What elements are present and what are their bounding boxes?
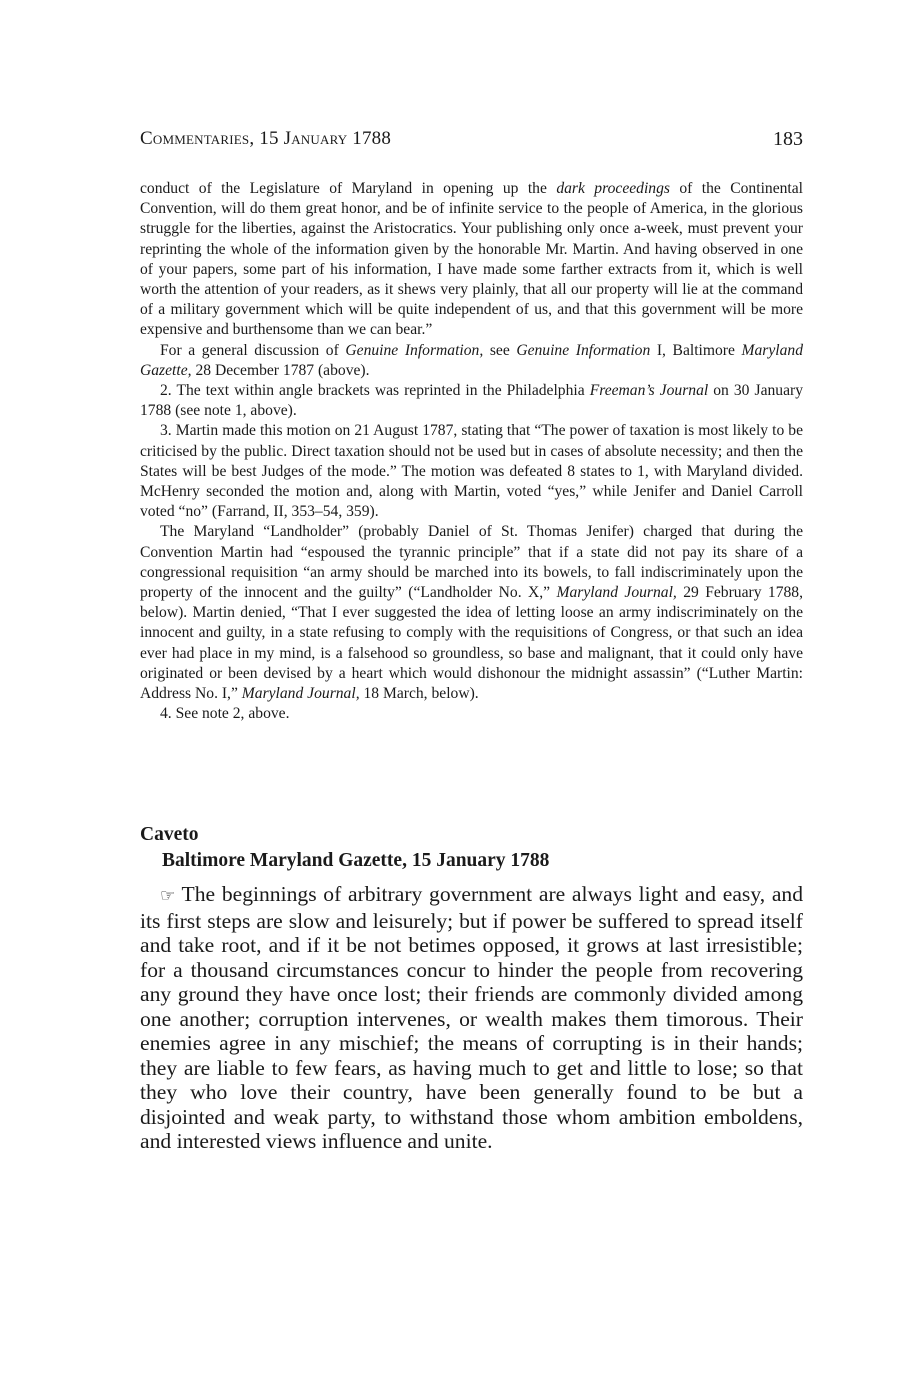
running-head: Commentaries, 15 January 1788 bbox=[140, 128, 392, 149]
note-1-continuation: For a general discussion of Genuine Information, see Genuine Information I, Baltimore Maryland Gazette, 28 December 1787 (above). bbox=[140, 341, 803, 379]
note-continuation: conduct of the Legislature of Maryland in opening up the dark proceedings of the Continental Convention, will do them great honor, and be of infinite service to the people of America, in the glorious struggle for the liberties, against the Aristocratics. Your publishing only once a-week, must prevent your reprinting the whole of the information given by the honorable Mr. Martin. And having observed in one of your papers, some part of his information, I have made some farther extracts from it, which is well worth the attention of your readers, as it shews very plainly, that all our property will lie at the command of a military government which will be quite independent of us, and that this government will be more expensive and burthensome than we can bear.” bbox=[140, 180, 803, 339]
note-3: 3. Martin made this motion on 21 August 1787, stating that “The power of taxation is most likely to be criticised by the public. Direct taxation should not be used but in cases of absolute necessity; and then the States will be best Judges of the mode.” The motion was defeated 8 states to 1, with Maryland divided. McHenry seconded the motion and, along with Martin, voted “yes,” while Jenifer and Daniel Carroll voted “no” (Farrand, II, 353–54, 359). bbox=[140, 422, 803, 521]
article-source: Baltimore Maryland Gazette, 15 January 1788 bbox=[162, 850, 550, 871]
note-3-continuation: The Maryland “Landholder” (probably Daniel of St. Thomas Jenifer) charged that during the Convention Martin had “espoused the tyrannic principle” that if a state did not pay its share of a congressional requisition “an army should be marched into its bowels, to fall indiscriminately upon the property of the innocent and the guilty” (“Landholder No. X,” Maryland Journal, 29 February 1788, below). Martin denied, “That I ever suggested the idea of letting loose an army indiscriminately on the innocent and guilty, in a state refusing to comply with the requisitions of Congress, or that such an idea ever had place in my mind, is a falsehood so groundless, so base and malignant, that it could only have originated or been devised by a heart which would dishonour the midnight assassin” (“Luther Martin: Address No. I,” Maryland Journal, 18 March, below). bbox=[140, 523, 803, 703]
note-2: 2. The text within angle brackets was reprinted in the Philadelphia Freeman’s Journal on 30 January 1788 (see note 1, above). bbox=[140, 382, 803, 420]
note-4: 4. See note 2, above. bbox=[160, 705, 290, 723]
article-paragraph: ☞ The beginnings of arbitrary government are always light and easy, and its first steps are slow and leisurely; but if power be suffered to spread itself and take root, and if it be not betimes opposed, it grows at last irresistible; for a thousand circumstances concur to hinder the people from recovering any ground they have once lost; their friends are commonly divided among one another; corruption intervenes, or wealth makes them timorous. Their enemies agree in any mischief; the means of corrupting is in their hands; they are liable to few fears, as having much to get and little to lose; so that they who love their country, have been generally found to be but a disjointed and weak party, to withstand those whom ambition emboldens, and interested views influence and unite. bbox=[140, 882, 803, 1153]
page-header bbox=[140, 128, 803, 158]
page-number: 183 bbox=[773, 128, 803, 150]
article-heading bbox=[140, 822, 803, 874]
article-title: Caveto bbox=[140, 824, 199, 845]
article-body bbox=[140, 882, 803, 1154]
endnotes bbox=[140, 179, 803, 724]
pointing-hand-icon: ☞ bbox=[160, 886, 176, 906]
